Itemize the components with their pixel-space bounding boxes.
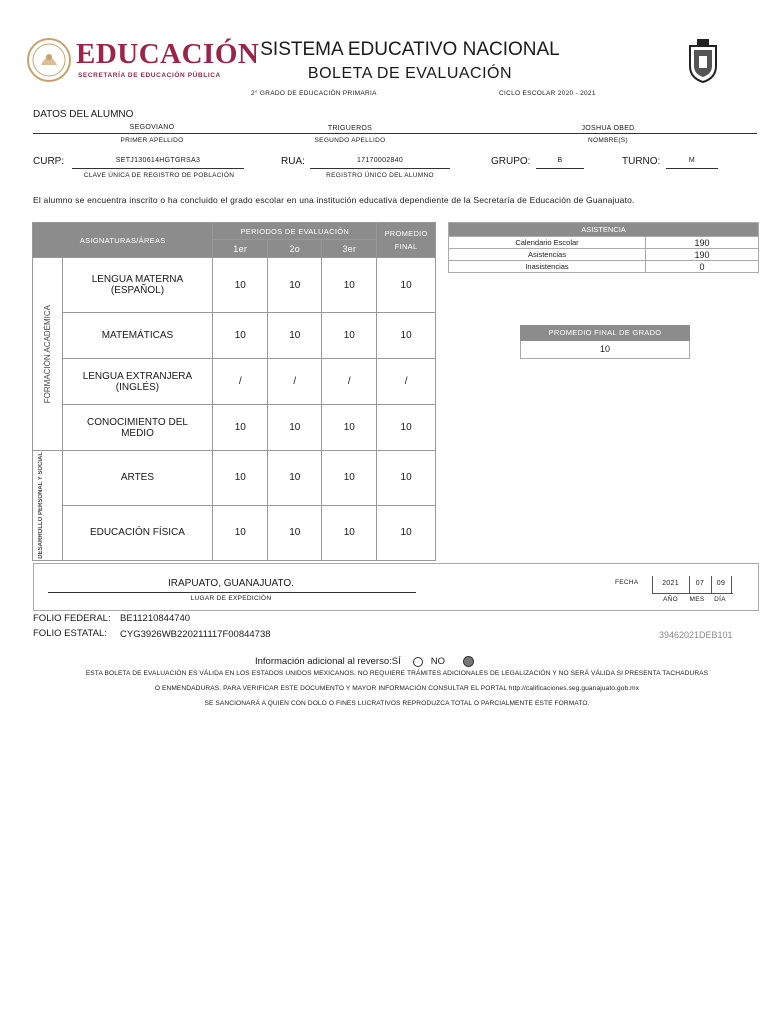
subject-cell [62, 359, 213, 405]
date-label: FECHA [615, 579, 639, 586]
subject-name-sub: (INGLÉS) [115, 381, 160, 393]
state-folio: CYG3926WB220211117F00844738 [120, 629, 271, 640]
student-names: JOSHUA OBED [581, 125, 635, 132]
periods-header: PERIODOS DE EVALUACIÓN [213, 223, 377, 240]
school-year-text: CICLO ESCOLAR 2020 - 2021 [499, 90, 596, 97]
subject-name: MATEMÁTICAS [101, 330, 174, 341]
grade-final: 10 [377, 405, 436, 451]
final-grade-header: PROMEDIO FINAL DE GRADO [520, 325, 690, 341]
grade-p3: 10 [322, 505, 377, 560]
system-title: SISTEMA EDUCATIVO NACIONAL [260, 39, 560, 60]
rua-caption: REGISTRO ÚNICO DEL ALUMNO [326, 172, 434, 179]
shift-underline [666, 168, 718, 169]
yes-radio [413, 657, 423, 667]
rua-label: RUA: [281, 156, 305, 167]
personal-group-label: DESARROLLO PERSONAL Y SOCIAL [38, 452, 45, 559]
names-underline [33, 133, 757, 134]
place-caption: LUGAR DE EXPEDICIÓN [190, 595, 272, 602]
grade-p1: / [213, 359, 268, 405]
subjects-header: ASIGNATURAS/ÁREAS [33, 223, 213, 258]
additional-info-row [255, 656, 474, 667]
logo-title: EDUCACIÓN [76, 38, 260, 70]
final-average-header [377, 223, 436, 258]
attendance-label: Calendario Escolar [449, 237, 646, 249]
rua-value: 17170002840 [356, 157, 404, 164]
final-grade-value: 10 [520, 341, 690, 359]
subject-cell [62, 313, 213, 359]
grade-final: 10 [377, 505, 436, 560]
document-code: 39462021DEB101 [659, 630, 733, 640]
sep-seal-icon [26, 37, 72, 83]
academic-group-label: FORMACIÓN ACADÉMICA [42, 304, 52, 404]
second-surname: TRIGUEROS [327, 125, 373, 132]
grade-p3: 10 [322, 405, 377, 451]
group-label: GRUPO: [491, 156, 531, 167]
curp-value: SETJ130614HGTGRSA3 [115, 157, 201, 164]
issue-place: IRAPUATO, GUANAJUATO. [168, 578, 294, 589]
grade-final: 10 [377, 258, 436, 313]
group-underline [536, 168, 584, 169]
first-surname-label: PRIMER APELLIDO [120, 137, 184, 144]
date-month: 07 [695, 580, 705, 587]
period-3-header: 3er [322, 240, 377, 258]
attendance-value: 0 [646, 261, 759, 273]
grade-text: 2° GRADO DE EDUCACIÓN PRIMARIA [251, 90, 377, 97]
grade-p3: / [322, 359, 377, 405]
final-header-line1: PROMEDIO [384, 229, 428, 238]
grade-p1: 10 [213, 405, 268, 451]
final-header-line2: FINAL [394, 242, 418, 251]
group-value: B [557, 157, 563, 164]
grade-final: 10 [377, 451, 436, 506]
personal-group-cell [33, 451, 63, 561]
notice-line-3: SE SANCIONARÁ A QUIEN CON DOLO O FINES LUCRATIVOS REPRODUZCA TOTAL O PARCIALMENTE ESTE FORMATO. [204, 700, 590, 707]
state-shield-icon [686, 36, 720, 84]
names-label: NOMBRE(S) [588, 137, 628, 144]
grade-p2: 10 [268, 313, 322, 359]
place-underline [48, 592, 416, 593]
grade-p2: 10 [268, 451, 322, 506]
subject-cell [62, 451, 213, 506]
student-section-label: DATOS DEL ALUMNO [33, 109, 134, 120]
enrollment-statement: El alumno se encuentra inscrito o ha concluido el grado escolar en una institución educativa dependiente de la Secretaría de Educación de Guanajuato. [33, 195, 635, 205]
logo-subtitle: SECRETARÍA DE EDUCACIÓN PÚBLICA [78, 72, 221, 79]
shift-label: TURNO: [622, 156, 661, 167]
subject-name: EDUCACIÓN FÍSICA [89, 527, 185, 539]
grade-p2: 10 [268, 505, 322, 560]
federal-folio: BE11210844740 [120, 613, 191, 624]
attendance-value: 190 [646, 249, 759, 261]
subject-name-sub: (ESPAÑOL) [110, 285, 165, 296]
grade-p2: 10 [268, 258, 322, 313]
rua-underline [310, 168, 450, 169]
curp-label: CURP: [33, 156, 65, 167]
grade-final: 10 [377, 313, 436, 359]
notice-line-1: ESTA BOLETA DE EVALUACIÓN ES VÁLIDA EN LOS ESTADOS UNIDOS MEXICANOS. NO REQUIERE TRÁMITES ADICIONALES DE LEGALIZACIÓN Y NO SERÁ VÁLIDA SI PRESENTA TACHADURAS [85, 670, 709, 677]
no-radio [463, 656, 474, 667]
grade-p2: 10 [268, 405, 322, 451]
grade-p3: 10 [322, 313, 377, 359]
subject-name: LENGUA EXTRANJERA [82, 370, 193, 382]
no-label: NO [430, 656, 445, 667]
attendance-value: 190 [646, 237, 759, 249]
grade-p2: / [268, 359, 322, 405]
grade-p1: 10 [213, 451, 268, 506]
period-2-header: 2o [268, 240, 322, 258]
day-label: DÍA [714, 596, 726, 603]
first-surname: SEGOVIANO [129, 124, 175, 131]
grade-p1: 10 [213, 258, 268, 313]
period-1-header: 1er [213, 240, 268, 258]
second-surname-label: SEGUNDO APELLIDO [314, 137, 386, 144]
additional-info-label: Información adicional al reverso: [255, 656, 392, 667]
grade-p1: 10 [213, 505, 268, 560]
attendance-header: ASISTENCIA [449, 223, 759, 237]
grade-p1: 10 [213, 313, 268, 359]
subject-cell [62, 505, 213, 560]
academic-group-cell [33, 258, 63, 451]
curp-caption: CLAVE ÚNICA DE REGISTRO DE POBLACIÓN [83, 172, 235, 179]
subject-name: ARTES [120, 472, 155, 484]
year-label: AÑO [663, 596, 678, 603]
yes-label: SÍ [391, 656, 401, 667]
document-title: BOLETA DE EVALUACIÓN [307, 65, 513, 82]
subject-cell [62, 258, 213, 313]
subject-name: LENGUA MATERNA [91, 274, 184, 285]
attendance-label: Inasistencias [449, 261, 646, 273]
subject-name-sub: MEDIO [121, 427, 154, 439]
month-label: MES [689, 596, 705, 603]
attendance-label: Asistencias [449, 249, 646, 261]
grade-p3: 10 [322, 451, 377, 506]
shift-value: M [688, 157, 696, 164]
date-sep [731, 576, 732, 593]
date-year: 2021 [662, 580, 679, 587]
grade-final: / [377, 359, 436, 405]
grades-table [32, 222, 436, 561]
date-day: 09 [716, 580, 726, 587]
attendance-table [448, 222, 759, 273]
subject-cell [62, 405, 213, 451]
federal-folio-label: FOLIO FEDERAL: [33, 613, 111, 624]
subject-name: CONOCIMIENTO DEL [86, 416, 188, 428]
notice-line-2: O ENMENDADURAS. PARA VERIFICAR ESTE DOCUMENTO Y MAYOR INFORMACIÓN CONSULTAR EL PORTAL http://calificaciones.seg.guanajuato.gob.mx [154, 685, 640, 692]
state-folio-label: FOLIO ESTATAL: [33, 628, 107, 639]
curp-underline [72, 168, 244, 169]
grade-p3: 10 [322, 258, 377, 313]
